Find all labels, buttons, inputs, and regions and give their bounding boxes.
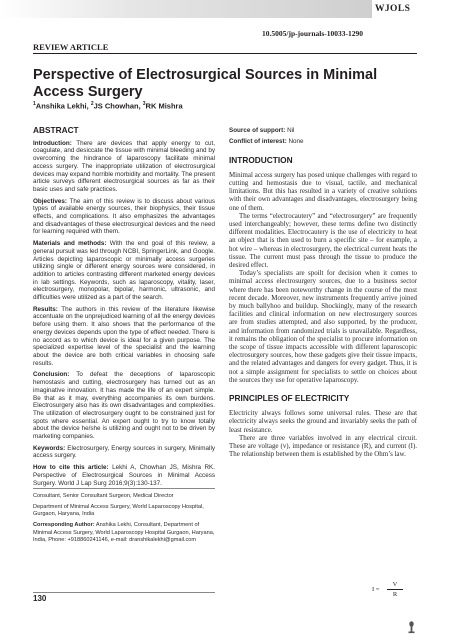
author-3-sup: 3 xyxy=(142,101,146,107)
conflict-of-interest xyxy=(229,138,417,146)
principles-paragraph: There are three variables involved in any electrical circuit. These are voltage (v), impedance or resistance (R), and current (I). The relationship between them is established by the Ohm’s law. xyxy=(229,433,417,459)
abstract-text: Electrosurgery, Energy sources in surgery, Minimally access surgery. xyxy=(33,444,215,460)
author-list xyxy=(33,101,183,111)
section-heading-introduction: INTRODUCTION xyxy=(229,154,293,165)
intro-paragraph: Minimal access surgery has posed unique challenges with regard to cutting and hemostasis due to visual, tactile, and mechanical limitations. But this has resulted in a variety of creative solutions with their own advantages and disadvantages, electrosurgery being one of them. xyxy=(229,170,417,212)
conflict-value: None xyxy=(286,137,304,145)
footnote-rule xyxy=(33,488,215,489)
abstract-column xyxy=(33,127,215,491)
intro-paragraph: Today’s specialists are spoilt for decision when it comes to minimal access electrosurgery sources, due to a business sector where there has been noteworthy change in the course of the most recent decade. Moreover, new instruments frequently arrive joined by much ballyhoo and buildup. Shockingly, many of the research facilities and clinical information on new electrosurgery sources are from studies attempted, and also supported, by the producer, and information from randomized trials is unavailable. Regardless, it remains the obligation of the specialist to procure information on the scope of tissue impacts accessible with different laparoscopic electrosurgery sources, how these gadgets give their tissue impacts, and the related advantages and dangers for every gadget. Thus, it is not a simple assignment for specialists to settle on choices about the sources they use for operative laparoscopy. xyxy=(229,269,417,384)
abstract-text: The aim of this review is to discuss about various types of available energy sources, their biophysics, their tissue effects, and complications. It also emphasizes the advantages and disadvantages of these electrosurgical devices and the need for learning required with them. xyxy=(33,197,215,236)
source-label: Source of support: xyxy=(229,127,286,134)
ohms-law-formula xyxy=(372,581,407,598)
abstract-label: Results: xyxy=(33,305,58,313)
corresponding-author xyxy=(33,522,215,544)
publisher-logo-icon xyxy=(407,620,416,634)
author-1: Anshika Lekhi, xyxy=(35,101,91,111)
source-value: Nil xyxy=(285,127,295,134)
source-of-support xyxy=(229,127,417,135)
abstract-conclusion xyxy=(33,371,215,440)
article-type: REVIEW ARTICLE xyxy=(33,42,109,52)
author-1-sup: 1 xyxy=(33,101,36,107)
abstract-text: To defeat the deceptions of laparoscopic hemostasis and cutting, electrosurgery has turned out as an imaginative innovation. It has made the life of an expert simple. Be that as it may, everything accompanies its own burdens. Electrosurgery also has its own disadvantages and complexities. The utilization of electrosurgery ought to be constrained just for spots where essential. An expert ought to try to know totally about the device he/she is utilizing and ought not to be driven by marketing companies. xyxy=(33,371,215,441)
abstract-label: How to cite this article: xyxy=(33,464,109,472)
author-2: JS Chowhan, xyxy=(93,101,143,111)
corresponding-text: Anshika Lekhi, Consultant, Department of Minimal Access Surgery, World Laparoscopy Hospital Gurgaon, Haryana, India, Phone: +918860241146, e-mail: dranshikalekhi@gmail.com xyxy=(33,522,215,543)
header-rule xyxy=(33,53,417,54)
abstract-label: Materials and methods: xyxy=(33,240,107,248)
department xyxy=(33,504,215,518)
journal-name: WJOLS xyxy=(375,4,411,14)
formula-denominator: R xyxy=(392,590,398,598)
abstract-introduction xyxy=(33,140,215,194)
corresponding-label: Corresponding Author: xyxy=(33,522,95,529)
conflict-label: Conflict of interest: xyxy=(229,137,287,145)
abstract-methods xyxy=(33,240,215,302)
abstract-heading: ABSTRACT xyxy=(33,125,79,135)
abstract-label: Keywords: xyxy=(33,444,66,452)
footnotes xyxy=(33,488,215,548)
abstract-label: Introduction: xyxy=(33,139,72,147)
abstract-objectives xyxy=(33,198,215,237)
intro-paragraph: The terms “electrocautery” and “electrosurgery” are frequently used interchangeably; however, these terms define two distinctly different modalities. Electrocautery is the use of electricity to heat an object that is then used to burn a specific site – for example, a hot wire – whereas in electrosurgery, the electrical current heats the tissue. The current must pass through the tissue to produce the desired effect. xyxy=(229,211,417,270)
page-number: 130 xyxy=(33,594,47,603)
fraction-bar xyxy=(387,589,403,590)
abstract-text: With the end goal of this review, a general pursuit was led through NCBI, SpringerLink, and Google. Articles depicting laparoscopic or minimally access surgeries utilizing single or different energy sources were considered, in addition to articles contrasting different marketed energy devices in lab settings. Keywords, such as laparoscopy, vitality, laser, electrosurgery, monopolar, bipolar, harmonic, ultrasonic, and difficulties were utilized as a part of the search. xyxy=(33,240,215,302)
principles-paragraph: Electricity always follows some universal rules. These are that electricity always seeks the ground and invariably seeks the path of least resistance. xyxy=(229,409,417,434)
doi[interactable]: 10.5005/jp-journals-10033-1290 xyxy=(262,29,364,38)
author-2-sup: 2 xyxy=(90,101,94,107)
abstract-text: The authors in this review of the literature likewise accentuate on the unprejudiced learning of all the energy devices before using them. It also shows that the performance of the energy devices depends upon the type of effect needed. There is no accord as to which device is ideal for a given purpose. The specialized expertise level of the specialist and the learning about the device are both critical variables in choosing safe results. xyxy=(33,305,215,367)
affiliations-text: Consultant, Senior Consultant Surgeon, Medical Director xyxy=(33,492,174,499)
author-3: RK Mishra xyxy=(145,101,183,111)
formula-lhs: I = xyxy=(372,586,380,593)
abstract-keywords xyxy=(33,445,215,460)
footer-rule xyxy=(33,592,215,593)
abstract-label: Objectives: xyxy=(33,197,67,205)
section-heading-principles: PRINCIPLES OF ELECTRICITY xyxy=(229,393,350,404)
article-title: Perspective of Electrosurgical Sources in Minimal Access Surgery xyxy=(33,67,378,100)
header-gradient xyxy=(0,0,372,18)
abstract-text: There are devices that apply energy to cut, coagulate, and desiccate the tissue with minimal bleeding and by overcoming the hindrance of laparoscopy facilitate minimal access surgery. The inappropriate utilization of electrosurgical devices may expand horrible morbidity and mortality. The present article surveys different electrosurgical sources as far as their basic uses and safe practices. xyxy=(33,139,215,193)
department-text: Department of Minimal Access Surgery, World Laparoscopy Hospital, Gurgaon, Haryana, India xyxy=(33,504,204,518)
formula-numerator: V xyxy=(392,581,398,588)
abstract-citation xyxy=(33,464,215,487)
affiliations xyxy=(33,493,215,500)
abstract-label: Conclusion: xyxy=(33,371,70,379)
abstract-text: Lekhi A, Chowhan JS, Mishra RK. Perspective of Electrosurgical Sources in Minimal Access Surgery. World J Lap Surg 2016;9(3):130-137. xyxy=(33,464,215,487)
body-column xyxy=(229,127,417,459)
abstract-results xyxy=(33,306,215,368)
